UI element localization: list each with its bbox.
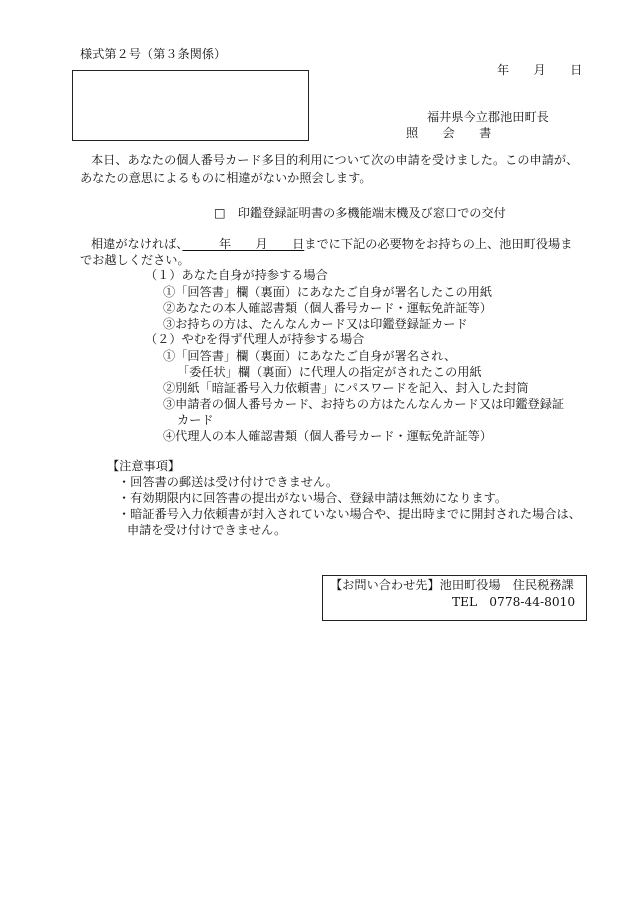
case-2-heading: （２）やむを得ず代理人が持参する場合 — [145, 332, 365, 346]
notes-heading: 【注意事項】 — [107, 459, 181, 473]
deadline-date-blank: 年 月 日 — [182, 237, 305, 251]
case-2-item-3-line-1: ③申請者の個人番号カード、お持ちの方はたんなんカード又は印鑑登録証 — [163, 397, 565, 411]
case-2-item-1-line-2: 「委任状」欄（裏面）に代理人の指定がされたこの用紙 — [177, 365, 482, 379]
case-2-item-3-line-2: カード — [177, 413, 214, 427]
case-2-item-1-line-1: ①「回答書」欄（裏面）にあなたご自身が署名され、 — [163, 349, 457, 363]
application-type — [214, 205, 506, 221]
case-1-item-3: ③お持ちの方は、たんなんカード又は印鑑登録証カード — [163, 317, 468, 331]
case-2-item-2: ②別紙「暗証番号入力依頼書」にパスワードを記入、封入した封筒 — [163, 381, 529, 395]
form-number: 様式第２号（第３条関係） — [80, 47, 227, 61]
contact-box — [322, 575, 587, 621]
deadline-line-1 — [91, 236, 572, 252]
note-item-3-line-1: ・暗証番号入力依頼書が封入されていない場合や、提出時までに開封された場合は、 — [118, 507, 581, 521]
deadline-prefix: 相違がなければ、 — [91, 237, 183, 251]
intro-line-2: あなたの意思によるものに相違がないか照会します。 — [80, 171, 372, 185]
recipient-address-box — [72, 70, 309, 141]
case-1-heading: （１）あなた自身が持参する場合 — [145, 268, 328, 282]
contact-tel: TEL 0778-44-8010 — [452, 595, 576, 609]
case-1-item-2: ②あなたの本人確認書類（個人番号カード・運転免許証等） — [163, 301, 493, 315]
note-item-1: ・回答書の郵送は受け付けできません。 — [118, 475, 339, 489]
note-item-3-line-2: 申請を受け付けできません。 — [127, 523, 287, 537]
issuer: 福井県今立郡池田町長 — [427, 110, 549, 124]
case-2-item-4: ④代理人の本人確認書類（個人番号カード・運転免許証等） — [163, 429, 493, 443]
document-title: 照 会 書 — [406, 126, 492, 140]
deadline-suffix: までに下記の必要物をお持ちの上、池田町役場ま — [304, 237, 573, 251]
checkbox-icon: □ — [214, 206, 226, 220]
case-1-item-1: ①「回答書」欄（裏面）にあなたご自身が署名したこの用紙 — [163, 285, 493, 299]
application-label: 印鑑登録証明書の多機能端末機及び窓口での交付 — [237, 206, 506, 220]
contact-label: 【お問い合わせ先】池田町役場 住民税務課 — [330, 578, 574, 592]
date-line: 年 月 日 — [497, 63, 583, 77]
intro-line-1: 本日、あなたの個人番号カード多目的利用について次の申請を受けました。この申請が、 — [91, 153, 579, 167]
note-item-2: ・有効期限内に回答書の提出がない場合、登録申請は無効になります。 — [118, 491, 508, 505]
deadline-line-2: でお越しください。 — [80, 253, 190, 267]
